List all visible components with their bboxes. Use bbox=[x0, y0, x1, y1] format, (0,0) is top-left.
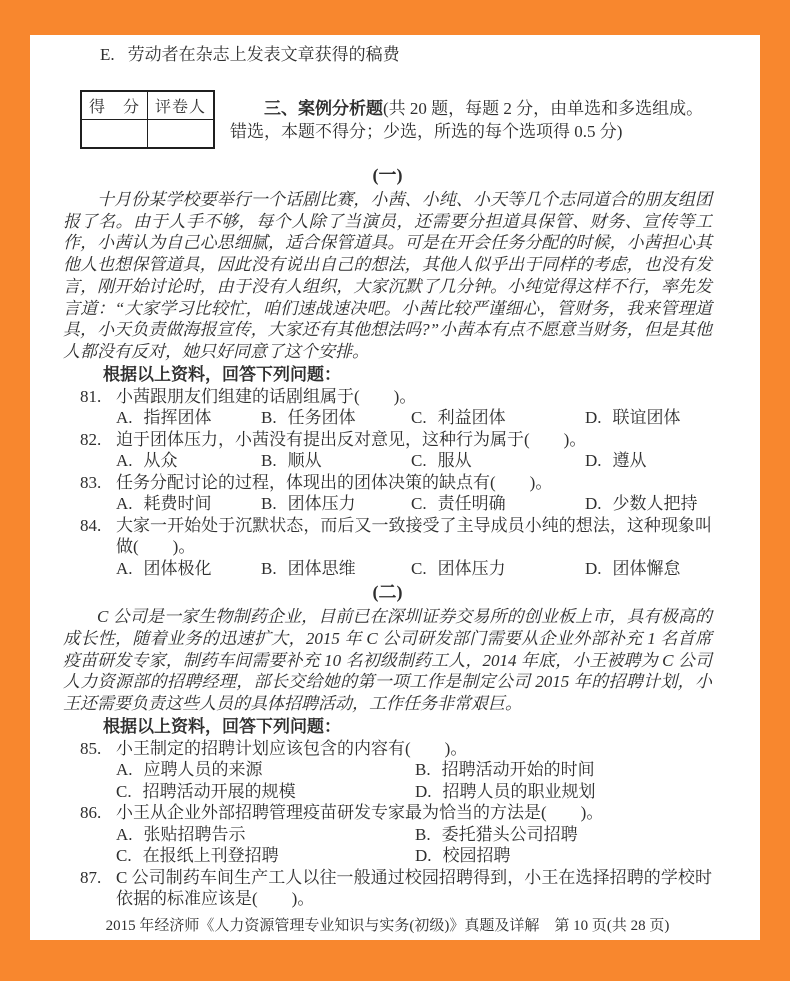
question-number: 86. bbox=[80, 803, 102, 823]
options-row bbox=[116, 493, 712, 515]
question-87 bbox=[80, 867, 712, 910]
grader-label: 评卷人 bbox=[148, 91, 215, 120]
score-value-cell bbox=[81, 120, 148, 149]
question-number: 82. bbox=[80, 429, 102, 449]
previous-question-option-e bbox=[100, 44, 712, 66]
question-86 bbox=[80, 802, 712, 867]
option-b: B. 招聘活动开始的时间 bbox=[415, 760, 595, 780]
option-c: C. 团体压力 bbox=[411, 558, 506, 578]
case-2-prompt: 根据以上资料，回答下列问题： bbox=[103, 716, 341, 736]
question-stem: 小王制定的招聘计划应该包含的内容有( )。 bbox=[116, 738, 468, 758]
section-title: 三、案例分析题 bbox=[264, 99, 383, 118]
options-row bbox=[116, 450, 712, 472]
score-box bbox=[80, 90, 215, 149]
question-number: 85. bbox=[80, 738, 102, 758]
page-footer: 2015 年经济师《人力资源管理专业知识与实务(初级)》真题及详解 第 10 页(共 28 页) bbox=[105, 917, 670, 934]
option-a: A. 团体极化 bbox=[116, 558, 212, 578]
options-row bbox=[116, 824, 712, 867]
option-c: C. 在报纸上刊登招聘 bbox=[116, 846, 279, 866]
question-stem: 小王从企业外部招聘管理疫苗研发专家最为恰当的方法是( )。 bbox=[116, 803, 604, 823]
option-a: A. 应聘人员的来源 bbox=[116, 760, 263, 780]
grader-value-cell bbox=[148, 120, 215, 149]
option-label: E. bbox=[100, 45, 115, 64]
option-d: D. 团体懈怠 bbox=[585, 558, 681, 578]
score-label: 得 分 bbox=[81, 91, 148, 120]
option-d: D. 少数人把持 bbox=[585, 494, 698, 514]
question-stem: 迫于团体压力，小茜没有提出反对意见，这种行为属于( )。 bbox=[116, 429, 587, 449]
option-a: A. 耗费时间 bbox=[116, 494, 212, 514]
option-a: A. 指挥团体 bbox=[116, 408, 212, 428]
score-section-row bbox=[80, 90, 712, 149]
option-d: D. 联谊团体 bbox=[585, 408, 681, 428]
section-desc-1: (共 20 题，每题 2 分，由单选和多选组成。 bbox=[383, 99, 704, 118]
option-b: B. 团体压力 bbox=[261, 494, 356, 514]
option-d: D. 招聘人员的职业规划 bbox=[415, 781, 596, 801]
section-desc-2: 错选，本题不得分；少选，所选的每个选项得 0.5 分) bbox=[230, 122, 623, 141]
question-stem: 任务分配讨论的过程，体现出的团体决策的缺点有( )。 bbox=[116, 472, 553, 492]
option-d: D. 遵从 bbox=[585, 451, 647, 471]
question-stem: 小茜跟朋友们组建的话剧组属于( )。 bbox=[116, 386, 417, 406]
question-81 bbox=[80, 386, 712, 429]
question-85 bbox=[80, 738, 712, 803]
question-83 bbox=[80, 472, 712, 515]
question-number: 84. bbox=[80, 515, 102, 535]
options-row bbox=[116, 558, 712, 580]
question-stem: C 公司制药车间生产工人以往一般通过校园招聘得到，小王在选择招聘的学校时依据的标准应该是( )。 bbox=[116, 867, 712, 909]
option-c: C. 利益团体 bbox=[411, 408, 506, 428]
options-row bbox=[116, 759, 712, 802]
option-text: 劳动者在杂志上发表文章获得的稿费 bbox=[127, 45, 400, 64]
case-1-heading: (一) bbox=[372, 165, 403, 185]
question-84 bbox=[80, 515, 712, 580]
option-c: C. 服从 bbox=[411, 451, 472, 471]
option-a: A. 从众 bbox=[116, 451, 178, 471]
option-d: D. 校园招聘 bbox=[415, 846, 511, 866]
option-b: B. 任务团体 bbox=[261, 408, 356, 428]
option-b: B. 顺从 bbox=[261, 451, 322, 471]
question-82 bbox=[80, 429, 712, 472]
case-2-heading: (二) bbox=[372, 582, 403, 603]
case-1-passage: 十月份某学校要举行一个话剧比赛，小茜、小纯、小天等几个志同道合的朋友组团报了名。由于人手不够，每个人除了当演员，还需要分担道具保管、财务、宣传等工作，小茜认为自己心思细腻，适合保管道具。可是在开会任务分配的时候，小茜担心其他人也想保管道具，因此没有说出自己的想法，其他人似乎出于同样的考虑，也没有发言，刚开始讨论时，由于没有人组织，大家沉默了几分钟。小纯觉得这样不行，率先发言道：“大家学习比较忙，咱们速战速决吧。小茜比较严谨细心，管财务，我来管理道具，小天负责做海报宣传，大家还有其他想法吗?”小茜本有点不愿意当财务，但是其他人都没有反对，她只好同意了这个安排。 bbox=[63, 190, 712, 361]
question-number: 81. bbox=[80, 386, 102, 406]
option-b: B. 委托猎头公司招聘 bbox=[415, 824, 578, 844]
option-b: B. 团体思维 bbox=[261, 558, 356, 578]
question-number: 83. bbox=[80, 472, 102, 492]
section-intro-line1 bbox=[230, 97, 712, 120]
case-1-prompt: 根据以上资料，回答下列问题： bbox=[103, 364, 341, 384]
case-2-passage: C 公司是一家生物制药企业，目前已在深圳证券交易所的创业板上市，具有极高的成长性，随着业务的迅速扩大，2015 年 C 公司研发部门需要从企业外部补充 1 名首席疫苗研发专家，制药车间需要补充 10 名初级制药工人，2014 年底，小王被聘为 C 公司人力资源部的招聘经理，部长交给她的第一项工作是制定公司 2015 年的招聘计划，小王还需要负责这些人员的具体招聘活动，工作任务非常艰巨。 bbox=[63, 607, 712, 713]
question-number: 87. bbox=[80, 867, 102, 887]
option-c: C. 责任明确 bbox=[411, 494, 506, 514]
page-content bbox=[30, 35, 760, 940]
options-row bbox=[116, 407, 712, 429]
question-stem: 大家一开始处于沉默状态，而后又一致接受了主导成员小纯的想法，这种现象叫做( )。 bbox=[116, 515, 712, 557]
option-c: C. 招聘活动开展的规模 bbox=[116, 781, 296, 801]
option-a: A. 张贴招聘告示 bbox=[116, 824, 246, 844]
section-intro bbox=[230, 90, 712, 149]
